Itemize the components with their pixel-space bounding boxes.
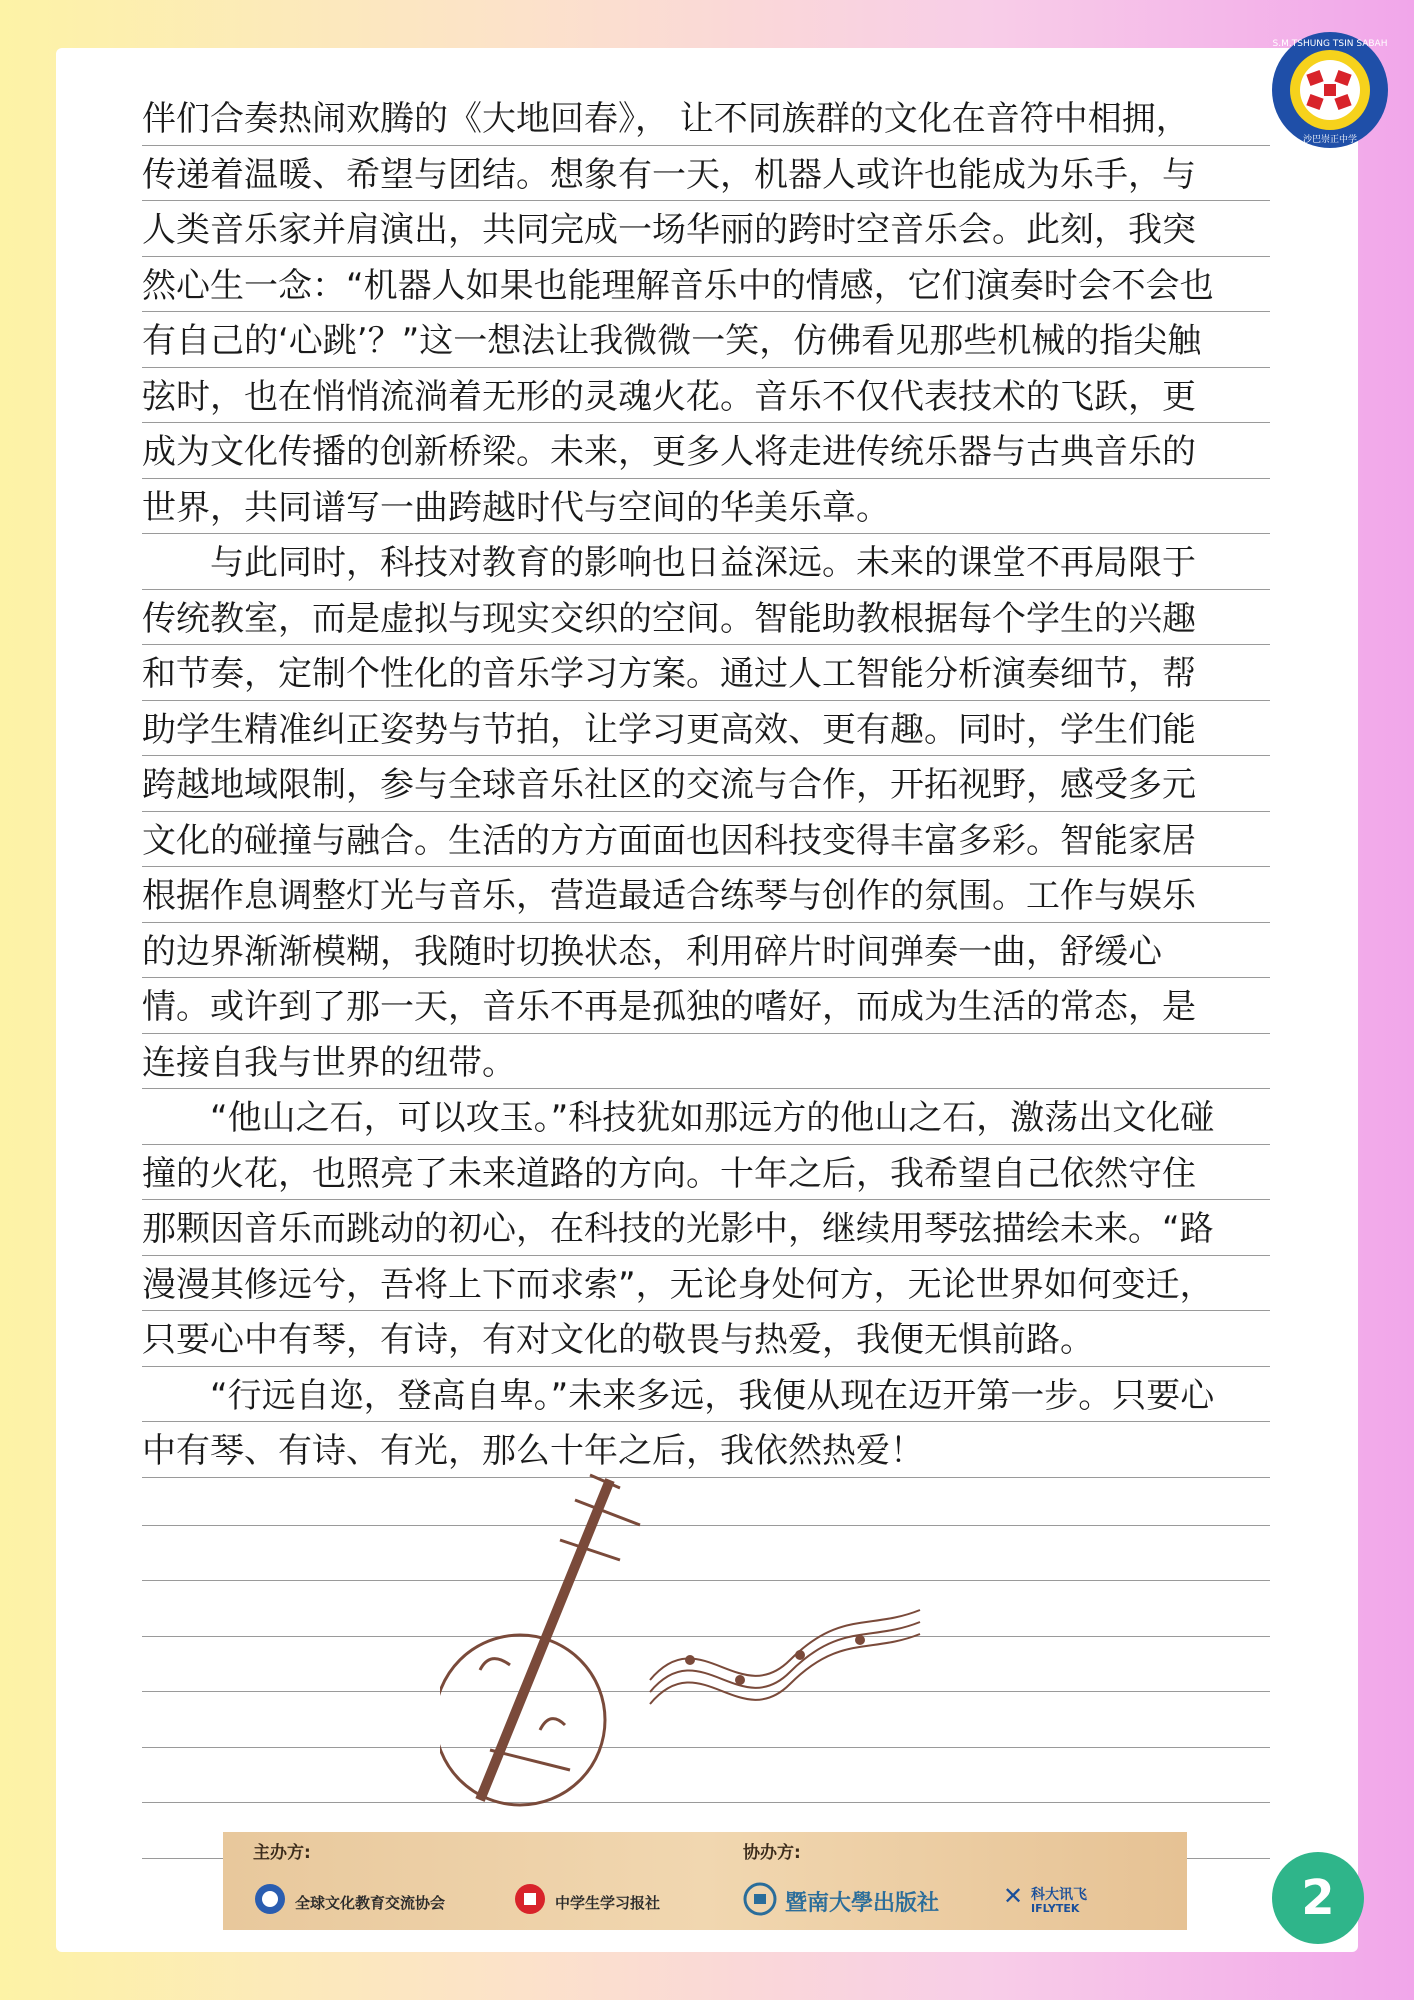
body-line: 漫漫其修远兮，吾将上下而求索”，无论身处何方，无论世界如何变迁，	[142, 1256, 1270, 1312]
body-line: 文化的碰撞与融合。生活的方方面面也因科技变得丰富多彩。智能家居	[142, 812, 1270, 868]
body-line: 和节奏，定制个性化的音乐学习方案。通过人工智能分析演奏细节，帮	[142, 645, 1270, 701]
iflytek-icon: ✕	[1003, 1882, 1024, 1910]
body-line: 连接自我与世界的纽带。	[142, 1034, 1270, 1090]
cultural-association-icon	[253, 1882, 287, 1916]
org-jinan-university-press: 暨南大學出版社	[785, 1891, 940, 1916]
body-line: 中有琴、有诗、有光，那么十年之后，我依然热爱！	[142, 1422, 1270, 1478]
body-line: “行远自迩，登高自卑。”未来多远，我便从现在迈开第一步。只要心	[142, 1367, 1270, 1423]
cohost-label: 协办方:	[743, 1843, 801, 1863]
ruan-instrument-illustration	[440, 1470, 960, 1830]
logo-chinese-text: 沙巴崇正中学	[1302, 135, 1358, 145]
body-line: 传统教室，而是虚拟与现实交织的空间。智能助教根据每个学生的兴趣	[142, 590, 1270, 646]
body-line: 跨越地域限制，参与全球音乐社区的交流与合作，开拓视野，感受多元	[142, 756, 1270, 812]
host-label: 主办方:	[253, 1843, 311, 1863]
body-line: 伴们合奏热闹欢腾的《大地回春》， 让不同族群的文化在音符中相拥，	[142, 90, 1270, 146]
body-line: 的边界渐渐模糊，我随时切换状态，利用碎片时间弹奏一曲，舒缓心	[142, 923, 1270, 979]
body-line: 与此同时，科技对教育的影响也日益深远。未来的课堂不再局限于	[142, 534, 1270, 590]
body-line: 弦时，也在悄悄流淌着无形的灵魂火花。音乐不仅代表技术的飞跃，更	[142, 368, 1270, 424]
school-logo	[1270, 30, 1390, 150]
body-line: 撞的火花，也照亮了未来道路的方向。十年之后，我希望自己依然守住	[142, 1145, 1270, 1201]
body-line: 世界，共同谱写一曲跨越时代与空间的华美乐章。	[142, 479, 1270, 535]
body-line: 根据作息调整灯光与音乐，营造最适合练琴与创作的氛围。工作与娱乐	[142, 867, 1270, 923]
body-line: 助学生精准纠正姿势与节拍，让学习更高效、更有趣。同时，学生们能	[142, 701, 1270, 757]
essay-body	[142, 90, 1270, 1478]
body-line: 只要心中有琴，有诗，有对文化的敬畏与热爱，我便无惧前路。	[142, 1311, 1270, 1367]
body-line: 成为文化传播的创新桥梁。未来，更多人将走进传统乐器与古典音乐的	[142, 423, 1270, 479]
body-line: 情。或许到了那一天，音乐不再是孤独的嗜好，而成为生活的常态，是	[142, 978, 1270, 1034]
jinan-university-press-icon	[743, 1882, 777, 1916]
body-line: “他山之石，可以攻玉。”科技犹如那远方的他山之石，激荡出文化碰	[142, 1089, 1270, 1145]
page-number-badge: 2	[1272, 1852, 1364, 1944]
org-iflytek-en: IFLYTEK	[1031, 1902, 1080, 1915]
org-cultural-association: 全球文化教育交流协会	[295, 1894, 446, 1912]
body-line: 传递着温暖、希望与团结。想象有一天，机器人或许也能成为乐手，与	[142, 146, 1270, 202]
body-line: 有自己的‘心跳’？”这一想法让我微微一笑，仿佛看见那些机械的指尖触	[142, 312, 1270, 368]
body-line: 人类音乐家并肩演出，共同完成一场华丽的跨时空音乐会。此刻，我突	[142, 201, 1270, 257]
org-iflytek: 科大讯飞	[1031, 1887, 1087, 1903]
student-newspaper-icon	[513, 1882, 547, 1916]
org-student-newspaper: 中学生学习报社	[555, 1894, 661, 1912]
body-line: 然心生一念：“机器人如果也能理解音乐中的情感，它们演奏时会不会也	[142, 257, 1270, 313]
body-line: 那颗因音乐而跳动的初心，在科技的光影中，继续用琴弦描绘未来。“路	[142, 1200, 1270, 1256]
sponsor-banner	[223, 1832, 1187, 1930]
logo-ring-text: S.M.TSHUNG TSIN SABAH	[1272, 39, 1388, 49]
